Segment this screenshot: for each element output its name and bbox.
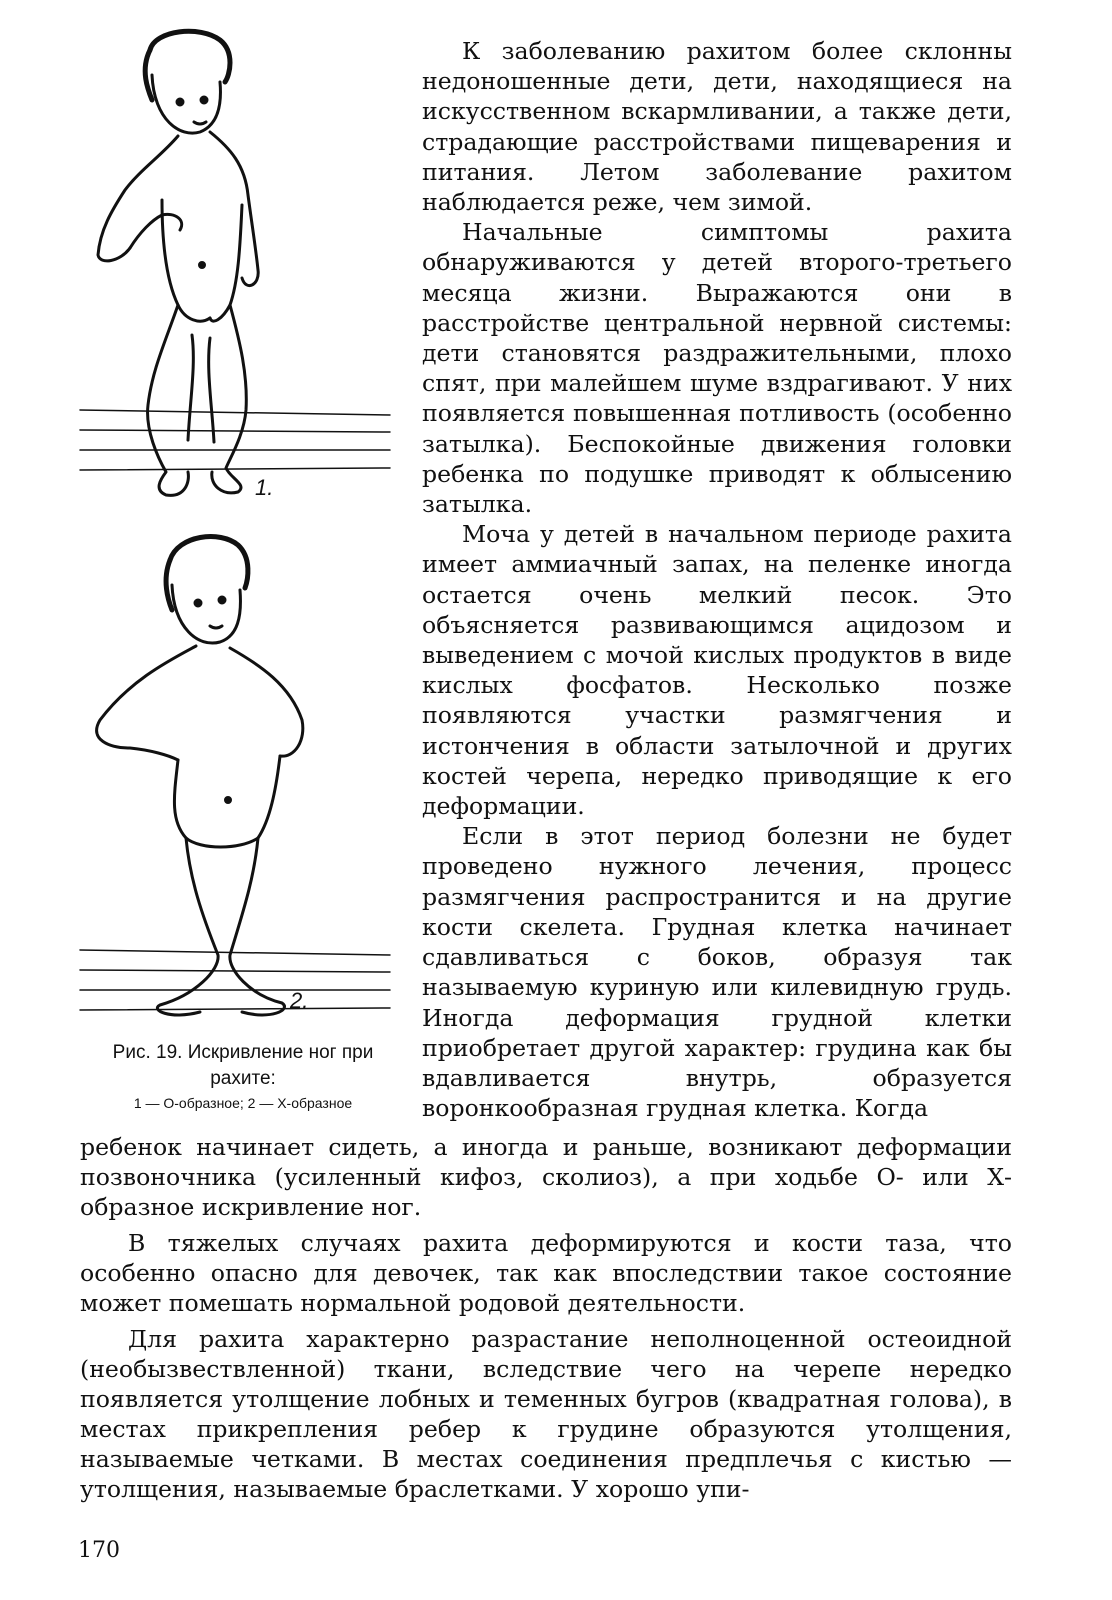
paragraph: Для рахита характерно разрастание неполноценной остеоидной (необызвествленной) ткани, вследствие чего на черепе нередко появляется утолщение лобных и теменных бугров (квадратная голова), в местах прикрепления ребер к грудине образуются утолщения, называемые четками. В местах соединения предплечья с кистью — утолщения, называемые браслетками. У хорошо упи- [80, 1325, 1012, 1503]
paragraph: ребенок начинает сидеть, а иногда и раньше, возникают деформации позвоночника (усиленный кифоз, сколиоз), а при ходьбе О- или Х-образное искривление ног. [80, 1133, 1012, 1221]
child-figure-2 [80, 537, 390, 1015]
paragraph: Моча у детей в начальном периоде рахита имеет аммиачный запах, на пеленке иногда остается очень мелкий песок. Это объясняется развивающимся ацидозом и выведением с мочой кислых продуктов в виде кислых фосфатов. Несколько позже появляются участки размягчения и истончения в области затылочной и других костей черепа, нередко приводящие к его деформации. [422, 520, 1012, 821]
paragraph: Начальные симптомы рахита обнаруживаются у детей второго-третьего месяца жизни. Выражаются они в расстройстве центральной нервной системы: дети становятся раздражительными, плохо спят, при малейшем шуме вздрагивают. У них появляется повышенная потливость (особенно затылка). Беспокойные движения головки ребенка по подушке приводят к облысению затылка. [422, 218, 1012, 519]
figure-19 [70, 20, 420, 1030]
child-illustrations [70, 20, 420, 1030]
caption-subtitle: 1 — О-образное; 2 — Х-образное [133, 1095, 353, 1111]
full-width-text [80, 1132, 1012, 1510]
figure-label-1: 1. [255, 475, 274, 500]
figure-caption [78, 1040, 408, 1114]
page-number: 170 [78, 1538, 120, 1563]
paragraph: К заболеванию рахитом более склонны недоношенные дети, дети, находящиеся на искусственном вскармливании, а также дети, страдающие расстройствами пищеварения и питания. Летом заболевание рахитом наблюдается реже, чем зимой. [422, 37, 1012, 217]
child-figure-1 [80, 31, 390, 495]
figure-label-2: 2. [290, 988, 309, 1013]
paragraph: В тяжелых случаях рахита деформируются и кости таза, что особенно опасно для девочек, так как впоследствии такое состояние может помешать нормальной родовой деятельности. [80, 1229, 1012, 1317]
caption-title: Рис. 19. Искривление ног при рахите: [112, 1042, 374, 1089]
column-text [422, 36, 1012, 1123]
paragraph: Если в этот период болезни не будет проведено нужного лечения, процесс размягчения распространится и на другие кости скелета. Грудная клетка начинает сдавливаться с боков, образуя так называемую куриную или килевидную грудь. Иногда деформация грудной клетки приобретает другой характер: грудина как бы вдавливается внутрь, образуется воронкообразная грудная клетка. Когда [422, 822, 1012, 1123]
